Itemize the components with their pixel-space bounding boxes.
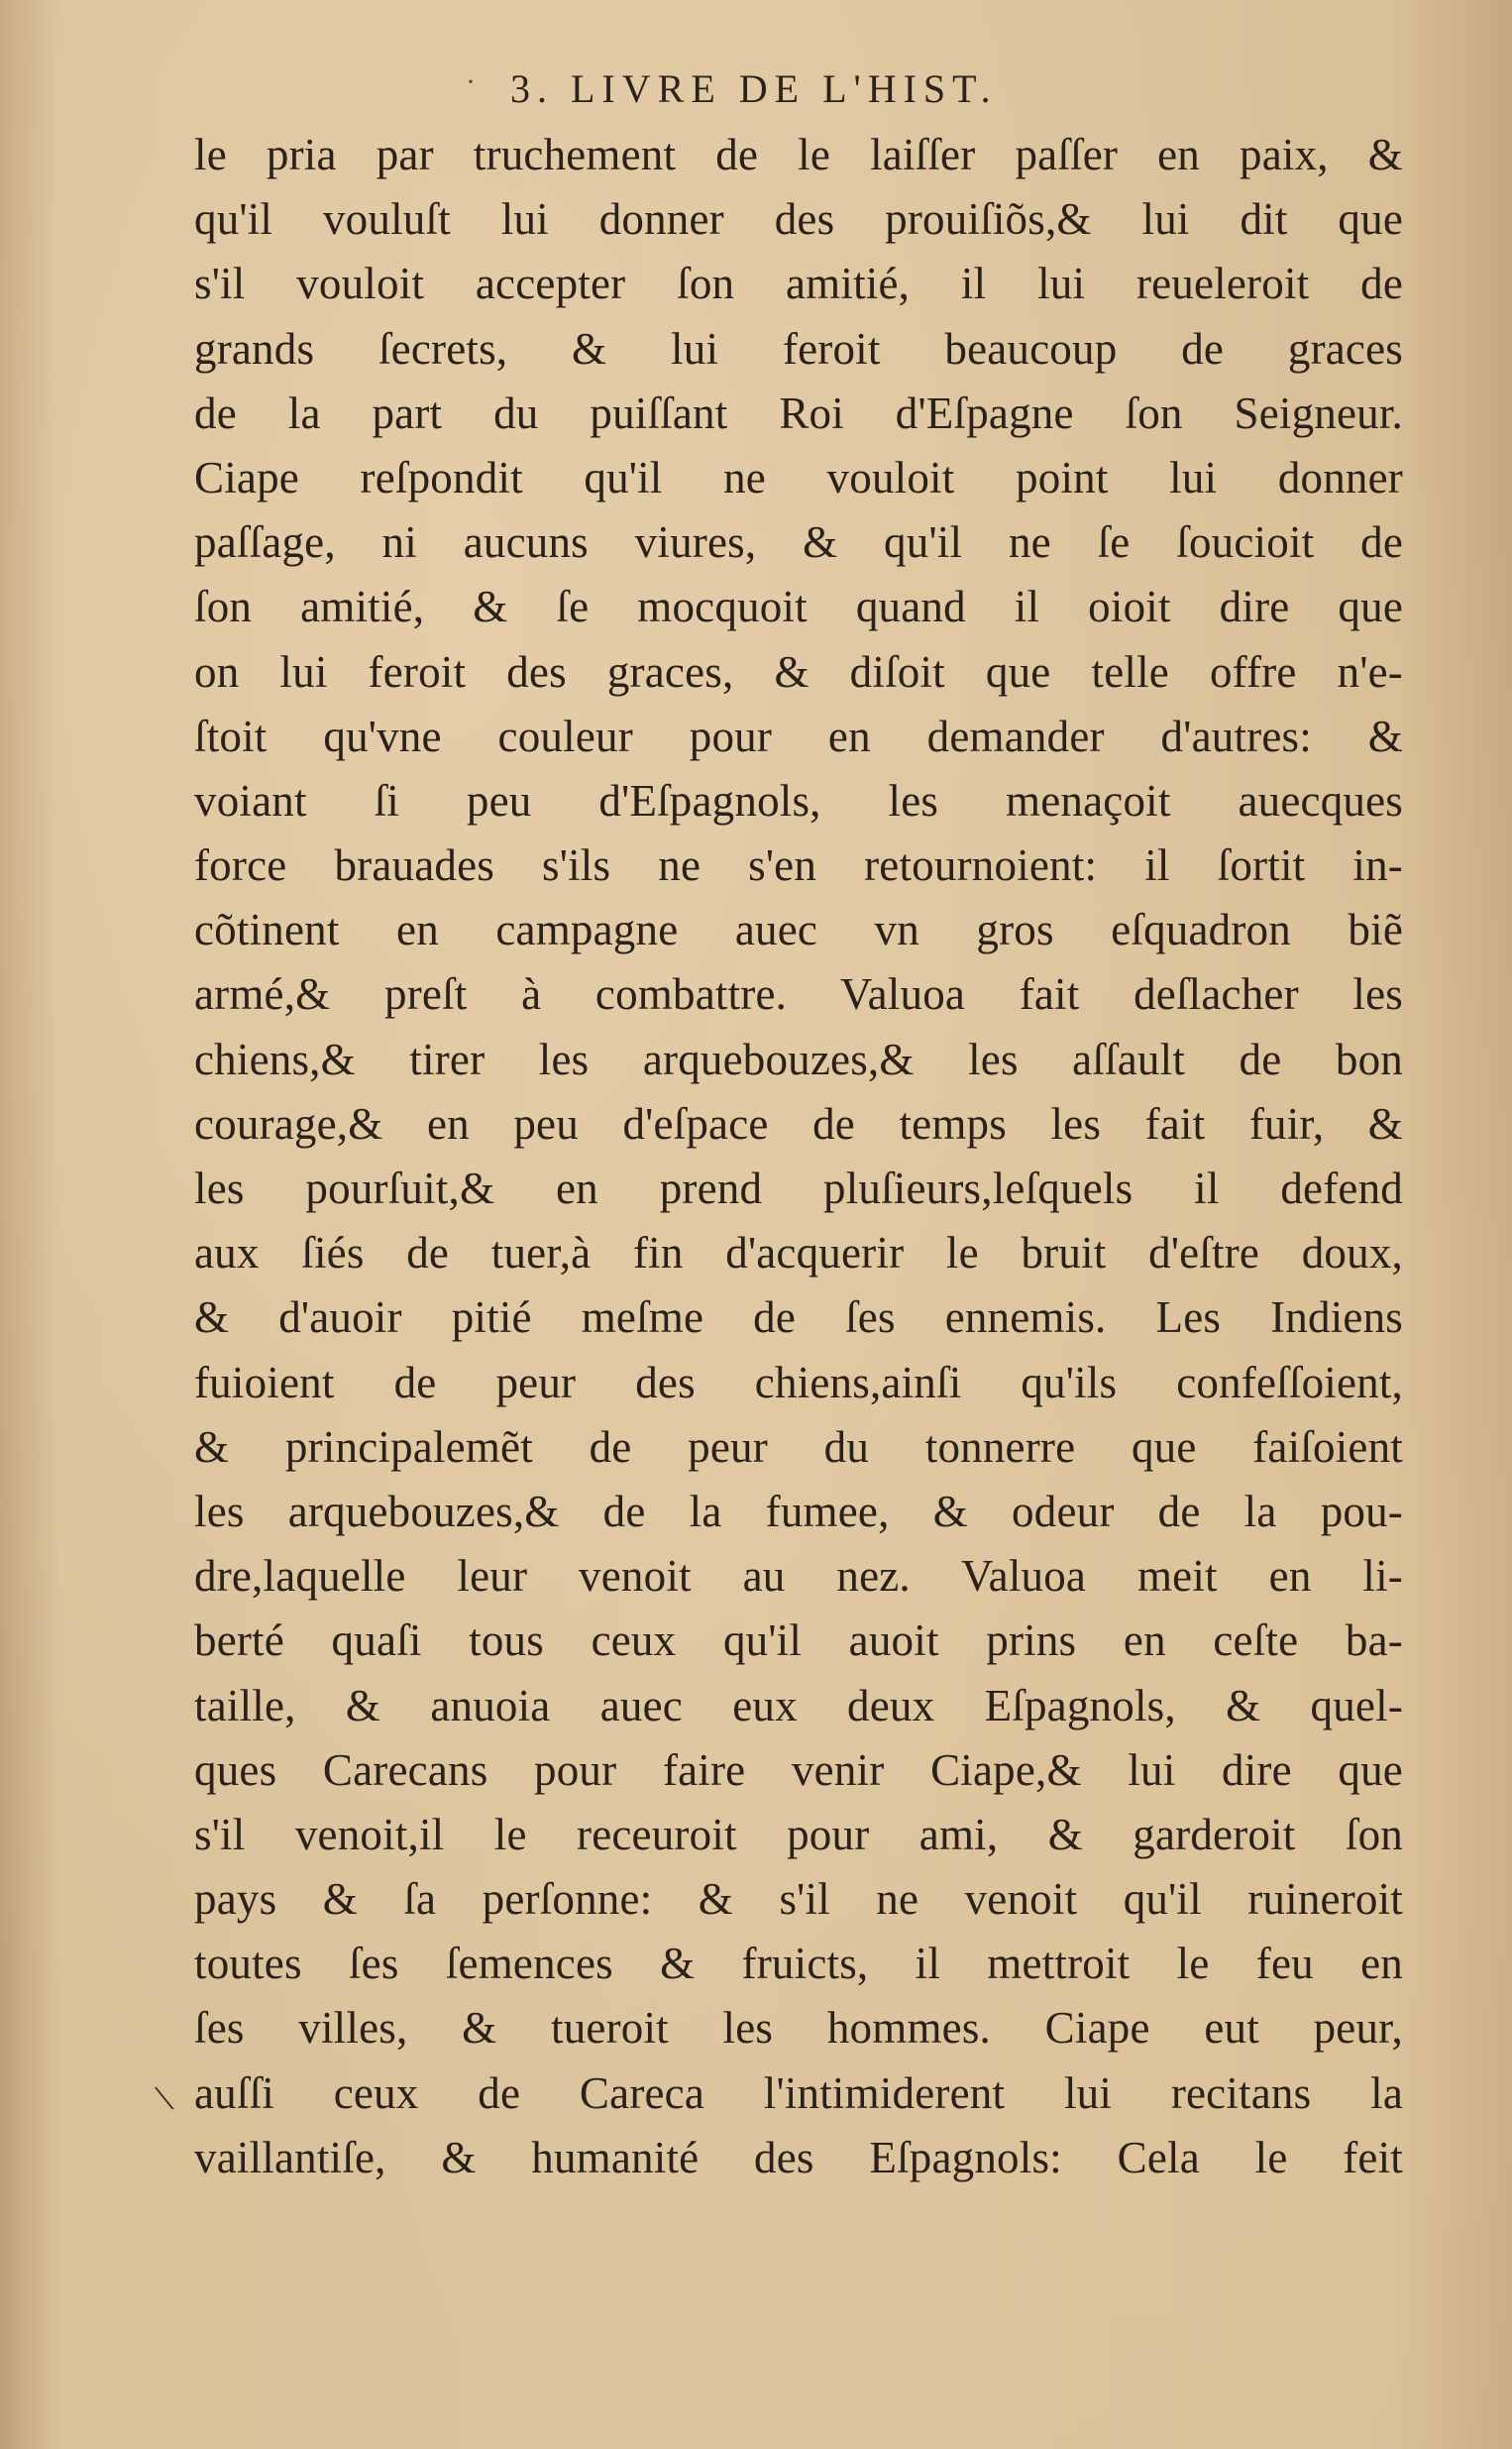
text-line: aux ſiés de tuer,à fin d'acquerir le bruit d'eſtre doux, bbox=[194, 1228, 1403, 1279]
text-line: de la part du puiſſant Roi d'Eſpagne ſon Seigneur. bbox=[194, 388, 1403, 438]
text-line: toutes ſes ſemences & fruicts, il mettroit le feu en bbox=[194, 1939, 1403, 1989]
text-line: pays & ſa perſonne: & s'il ne venoit qu'il ruineroit bbox=[194, 1874, 1403, 1925]
text-line: armé,& preſt à combattre. Valuoa fait deſlacher les bbox=[194, 969, 1403, 1020]
text-line: ſes villes, & tueroit les hommes. Ciape eut peur, bbox=[194, 2003, 1403, 2054]
text-line: & d'auoir pitié meſme de ſes ennemis. Les Indiens bbox=[194, 1292, 1403, 1343]
text-line: taille, & anuoia auec eux deux Eſpagnols, & quel- bbox=[194, 1680, 1403, 1730]
text-line: berté quaſi tous ceux qu'il auoit prins en ceſte ba- bbox=[194, 1615, 1403, 1666]
text-line: fuioient de peur des chiens,ainſi qu'ils confeſſoient, bbox=[194, 1357, 1403, 1407]
text-line: qu'il vouluſt lui donner des prouiſiõs,& lui dit que bbox=[194, 194, 1403, 245]
text-line: on lui feroit des graces, & diſoit que telle offre n'e- bbox=[194, 646, 1403, 697]
text-line: grands ſecrets, & lui feroit beaucoup de graces bbox=[194, 323, 1403, 374]
body-text bbox=[194, 123, 1403, 2190]
text-line: auſſi ceux de Careca l'intimiderent lui recitans la bbox=[194, 2067, 1403, 2118]
text-line: s'il vouloit accepter ſon amitié, il lui reueleroit de bbox=[194, 259, 1403, 309]
text-line: Ciape reſpondit qu'il ne vouloit point lui donner bbox=[194, 452, 1403, 502]
text-line: ques Carecans pour faire venir Ciape,& lui dire que bbox=[194, 1744, 1403, 1795]
text-line: ſon amitié, & ſe mocquoit quand il oioit dire que bbox=[194, 582, 1403, 632]
page-header bbox=[0, 65, 1512, 125]
text-line: chiens,& tirer les arquebouzes,& les aſſault de bon bbox=[194, 1034, 1403, 1084]
text-line: ſtoit qu'vne couleur pour en demander d'autres: & bbox=[194, 711, 1403, 761]
text-line: voiant ſi peu d'Eſpagnols, les menaçoit auecques bbox=[194, 775, 1403, 826]
margin-mark: \ bbox=[151, 2074, 177, 2121]
text-line: paſſage, ni aucuns viures, & qu'il ne ſe ſoucioit de bbox=[194, 517, 1403, 568]
text-line: courage,& en peu d'eſpace de temps les fait fuir, & bbox=[194, 1098, 1403, 1149]
running-head: 3. LIVRE DE L'HIST. bbox=[510, 66, 998, 111]
text-line: les pourſuit,& en prend pluſieurs,leſquels il defend bbox=[194, 1164, 1403, 1213]
text-line: s'il venoit,il le receuroit pour ami, & garderoit ſon bbox=[194, 1809, 1403, 1859]
header-ornament: · bbox=[466, 65, 483, 98]
text-line: les arquebouzes,& de la fumee, & odeur de la pou- bbox=[194, 1486, 1403, 1536]
text-line: vaillantiſe, & humanité des Eſpagnols: Cela le feit bbox=[194, 2132, 1403, 2182]
text-line: cõtinent en campagne auec vn gros eſquadron biẽ bbox=[194, 905, 1403, 955]
text-line: force brauades s'ils ne s'en retournoient: il ſortit in- bbox=[194, 840, 1403, 891]
text-line: le pria par truchement de le laiſſer paſſer en paix, & bbox=[194, 130, 1403, 179]
text-line: & principalemẽt de peur du tonnerre que faiſoient bbox=[194, 1421, 1403, 1472]
text-line: dre,laquelle leur venoit au nez. Valuoa meit en li- bbox=[194, 1551, 1403, 1602]
